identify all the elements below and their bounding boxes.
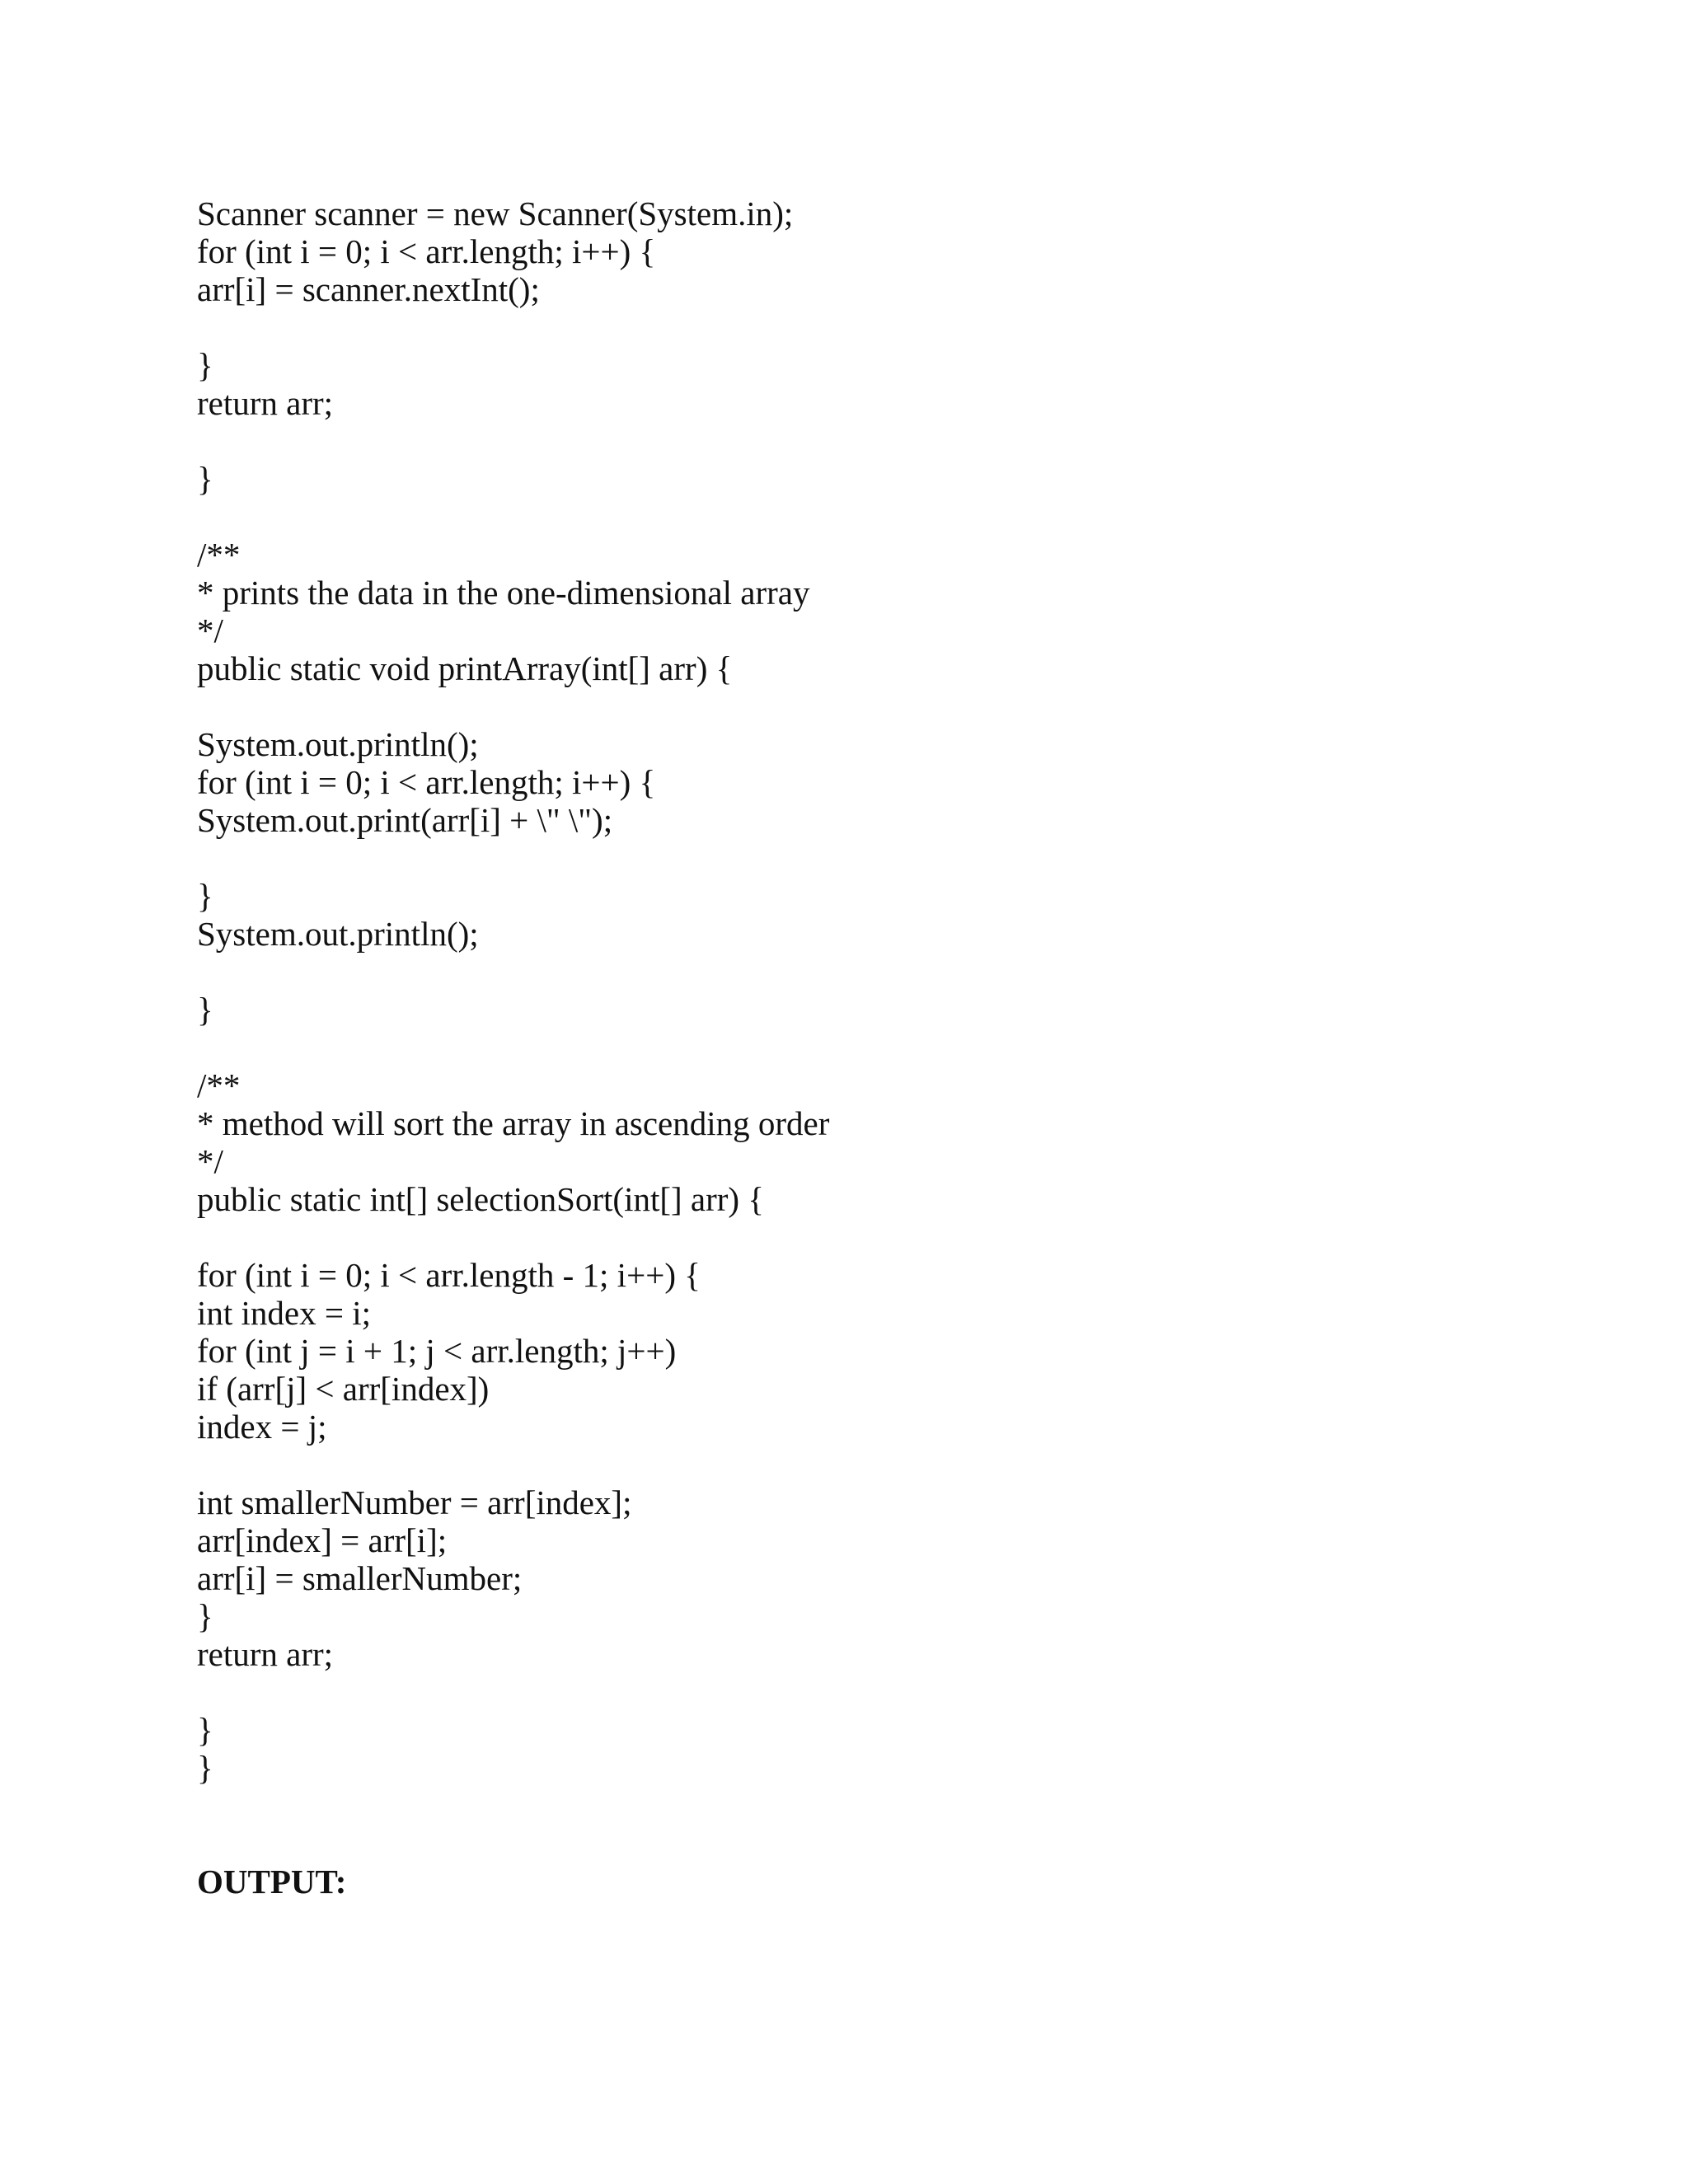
comment-line: /** [197,1066,241,1104]
code-line: } [197,1749,213,1787]
code-line: int smallerNumber = arr[index]; [197,1483,632,1521]
output-heading: OUTPUT: [197,1863,347,1900]
method-signature: public static void printArray(int[] arr) { [197,649,733,687]
comment-line: * method will sort the array in ascending order [197,1104,830,1142]
method-signature: public static int[] selectionSort(int[] arr) { [197,1180,764,1218]
comment-line: */ [197,612,223,649]
code-line: if (arr[j] < arr[index]) [197,1370,490,1408]
blank-line [197,498,1516,536]
blank-line [197,308,1516,346]
blank-line [197,687,1516,725]
code-line: for (int j = i + 1; j < arr.length; j++) [197,1332,677,1370]
code-line: } [197,991,213,1029]
code-line: System.out.println(); [197,915,479,953]
code-line: } [197,460,213,498]
code-line: } [197,877,213,915]
code-line: index = j; [197,1408,327,1446]
code-line: } [197,1711,213,1749]
code-line: } [197,1597,213,1635]
comment-line: /** [197,536,241,574]
code-line: arr[i] = smallerNumber; [197,1559,523,1597]
code-listing [197,194,1516,1900]
code-line: for (int i = 0; i < arr.length; i++) { [197,763,656,801]
blank-line [197,953,1516,991]
blank-line [197,1825,1516,1863]
code-line: System.out.println(); [197,725,479,763]
code-line: System.out.print(arr[i] + \" \"); [197,801,613,839]
code-line: return arr; [197,384,334,422]
blank-line [197,1787,1516,1825]
blank-line [197,1218,1516,1256]
blank-line [197,1029,1516,1066]
code-line: arr[i] = scanner.nextInt(); [197,270,540,308]
comment-line: * prints the data in the one-dimensional array [197,574,810,612]
code-line: for (int i = 0; i < arr.length - 1; i++) { [197,1256,701,1294]
code-line: } [197,346,213,384]
code-line: for (int i = 0; i < arr.length; i++) { [197,232,656,270]
blank-line [197,839,1516,877]
blank-line [197,1446,1516,1483]
comment-line: */ [197,1142,223,1180]
code-line: arr[index] = arr[i]; [197,1521,448,1559]
code-line: int index = i; [197,1294,372,1332]
code-line: Scanner scanner = new Scanner(System.in); [197,194,794,232]
code-line: return arr; [197,1635,334,1673]
blank-line [197,1673,1516,1711]
blank-line [197,422,1516,460]
